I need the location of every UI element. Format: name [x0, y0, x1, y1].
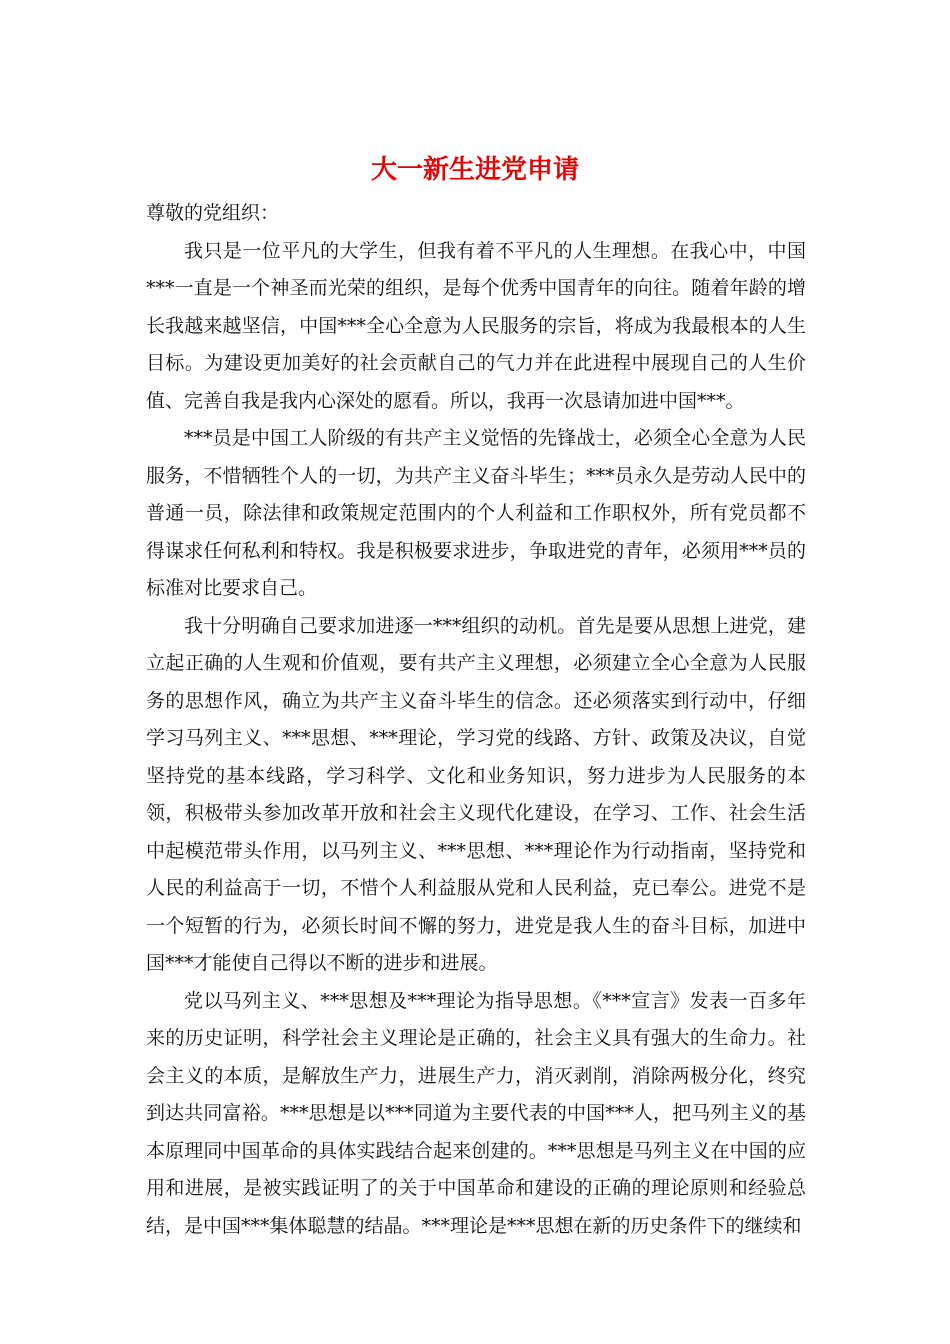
- paragraph-3: 我十分明确自己要求加进逐一***组织的动机。首先是要从思想上进党，建立起正确的人生观和价值观，要有共产主义理想，必须建立全心全意为人民服务的思想作风，确立为共产主义奋斗毕生的信念。还必须落实到行动中，仔细学习马列主义、***思想、***理论，学习党的线路、方针、政策及决议，自觉坚持党的基本线路，学习科学、文化和业务知识，努力进步为人民服务的本领，积极带头参加改革开放和社会主义现代化建设，在学习、工作、社会生活中起模范带头作用，以马列主义、***思想、***理论作为行动指南，坚持党和人民的利益高于一切，不惜个人利益服从党和人民利益，克已奉公。进党不是一个短暂的行为，必须长时间不懈的努力，进党是我人生的奋斗目标，加进中国***才能使自己得以不断的进步和进展。: [146, 614, 806, 974]
- document-title: 大一新生进党申请: [370, 155, 579, 185]
- paragraph-2: ***员是中国工人阶级的有共产主义觉悟的先锋战士，必须全心全意为人民服务，不惜牺牲个人的一切，为共产主义奋斗毕生；***员永久是劳动人民中的普通一员，除法律和政策规定范围内的个人利益和工作职权外，所有党员都不得谋求任何私利和特权。我是积极要求进步，争取进党的青年，必须用***员的标准对比要求自己。: [146, 427, 806, 599]
- paragraph-1: 我只是一位平凡的大学生，但我有着不平凡的人生理想。在我心中，中国***一直是一个神圣而光荣的组织，是每个优秀中国青年的向往。随着年龄的增长我越来越坚信，中国***全心全意为人民服务的宗旨，将成为我最根本的人生目标。为建设更加美好的社会贡献自己的气力并在此进程中展现自己的人生价值、完善自我是我内心深处的愿看。所以，我再一次恳请加进中国***。: [146, 239, 806, 412]
- document-body: [146, 195, 806, 1245]
- salutation: 尊敬的党组织：: [146, 202, 280, 224]
- paragraph-4: 党以马列主义、***思想及***理论为指导思想。《***宣言》发表一百多年来的历史证明，科学社会主义理论是正确的，社会主义具有强大的生命力。社会主义的本质，是解放生产力，进展生产力，消灭剥削，消除两极分化，终究到达共同富裕。***思想是以***同道为主要代表的中国***人，把马列主义的基本原理同中国革命的具体实践结合起来创建的。***思想是马列主义在中国的应用和进展，是被实践证明了的关于中国革命和建设的正确的理论原则和经验总结，是中国***集体聪慧的结晶。***理论是***思想在新的历史条件下的继续和: [146, 989, 806, 1237]
